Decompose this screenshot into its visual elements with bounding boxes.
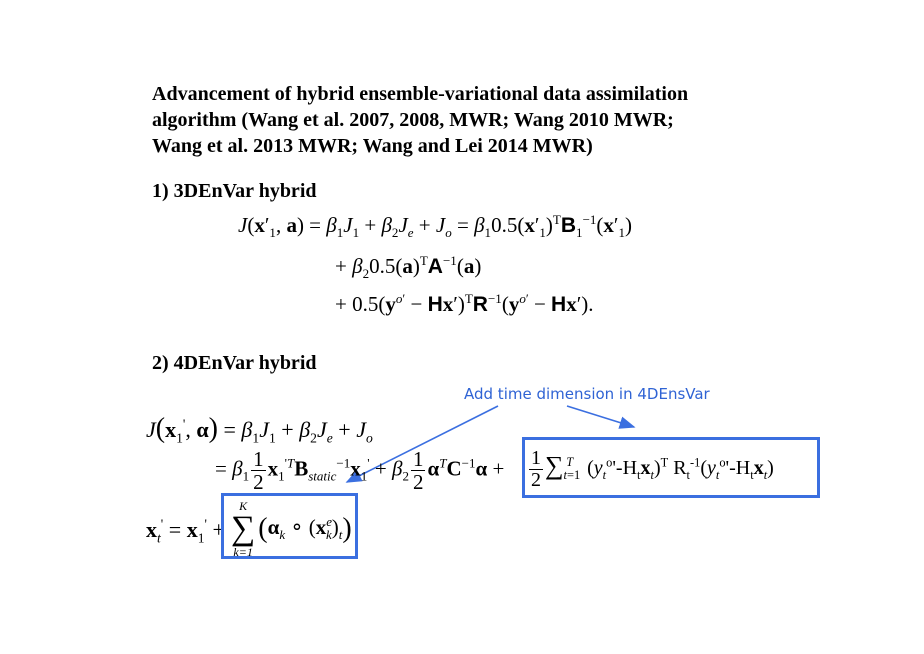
equation-4denvar-ensemble-sum: K ∑ k=1 ($\alpha_k$ ∘ $(x^e_k)_t$) [231, 499, 352, 559]
equation-3denvar-line-2: + $\beta_20.5(a)^TA^{-1}(a)$ [335, 253, 482, 282]
title-line-1: Advancement of hybrid ensemble-variational data assimilation [152, 83, 689, 105]
title-line-2: algorithm (Wang et al. 2007, 2008, MWR; Wang 2010 MWR; [152, 109, 674, 131]
equation-4denvar-line-3: $x_t' = x_1'$ + [146, 516, 225, 546]
arrow-to-obs-box [567, 406, 634, 427]
annotation-label: Add time dimension in 4DEnsVar [464, 385, 710, 403]
title-line-3: Wang et al. 2013 MWR; Wang and Lei 2014 MWR) [152, 135, 593, 157]
equation-3denvar-line-1: $J(x'_1$, $a) = \beta_1J_1 + \beta_2J_e + J_o = \beta_10.5(x'_1)^TB_1^{-1}(x'_1)$ [238, 212, 633, 241]
equation-4denvar-line-1: $J(x_1'$, $\alpha) = \beta_1J_1 + \beta_2J_e + J_o$ [146, 413, 373, 446]
section-4denvar-heading: 2) 4DEnVar hybrid [152, 352, 317, 374]
equation-4denvar-obs-term: $\frac{1}{2}$ $\sum_{t=1}^T$ $(y_t^o'-H_tx_t)^T$ $R_t^{-1}(y_t^o'-H_tx_t)$ [531, 447, 774, 491]
equation-3denvar-line-3: + $0.5(y^{o'} - Hx')^TR^{-1}(y^{o'} - Hx')$. [335, 291, 594, 316]
equation-4denvar-line-2: = $\beta_1$ $\frac{1}{2}$ $x_1^{'T}B_{static}^{-1}x_1' + \beta_2$ $\frac{1}{2}$ $\alpha^TC^{-1}\alpha$ + [215, 447, 505, 495]
section-3denvar-heading: 1) 3DEnVar hybrid [152, 180, 317, 202]
